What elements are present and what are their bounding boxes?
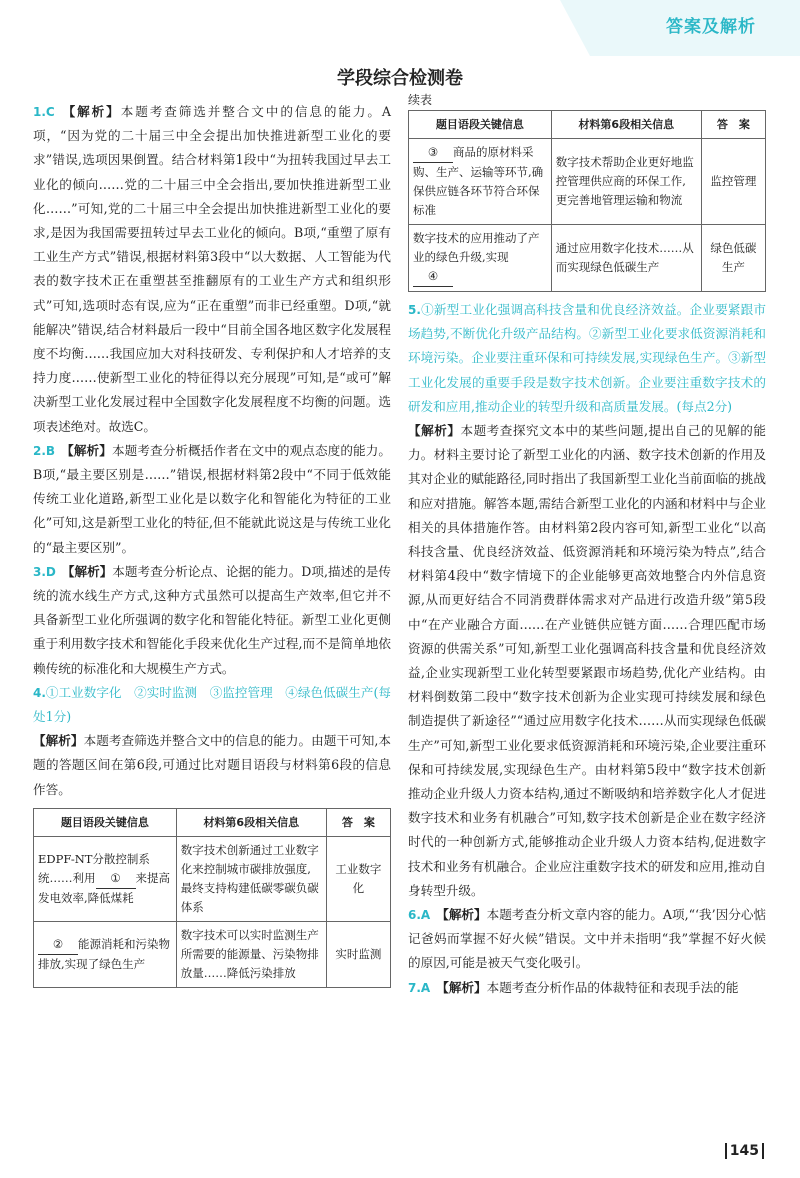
header-label: 答案及解析 <box>666 17 756 37</box>
left-column <box>33 100 391 994</box>
question-5-analysis <box>408 419 766 903</box>
analysis-tag: 【解析】 <box>61 563 113 579</box>
table-header: 答 案 <box>326 808 390 836</box>
analysis-text: 本题考查筛选并整合文中的信息的能力。由题干可知,本题的答题区间在第6段,可通过比对题目语段与材料第6段的信息作答。 <box>33 733 391 797</box>
table-row <box>34 836 391 921</box>
answer-letter: D <box>45 564 56 579</box>
analysis-tag: 【解析】 <box>60 104 121 119</box>
question-number: 7. <box>408 980 421 995</box>
question-number: 2. <box>33 443 46 458</box>
question-number: 6. <box>408 908 421 923</box>
analysis-text: 本题考查分析概括作者在文中的观点态度的能力。B项,“最主要区别是……”错误,根据材料第2段中“不同于低效能传统工业化道路,新型工业化是以数字化和智能化为特征的工业化”可知,这是新型工业化的特征,但不能就此说这是与传统工业化的“最主要区别”。 <box>33 442 392 555</box>
question-3 <box>33 560 391 681</box>
question-6 <box>408 903 766 976</box>
blank-marker: ② <box>38 935 78 955</box>
question-4-answer <box>33 681 391 729</box>
question-7 <box>408 976 766 1000</box>
right-column <box>408 92 766 1000</box>
table-cell-answer: 绿色低碳生产 <box>701 225 765 292</box>
question-1 <box>33 100 391 439</box>
question-number: 5. <box>408 303 421 317</box>
blank-marker: ① <box>96 869 136 889</box>
answer-letter: B <box>45 443 56 458</box>
page-number: 145 <box>725 1143 764 1159</box>
table-cell-material: 数字技术可以实时监测生产所需要的能源量、污染物排放量……降低污染排放 <box>176 921 326 987</box>
analysis-text: 本题考查分析论点、论据的能力。D项,描述的是传统的流水线生产方式,这种方式虽然可以提高生产效率,但它并不具备新型工业化所强调的数字化和智能化特征。新型工业化更侧重于利用数字技术和智能化手段来优化生产过程,而不是简单地依赖传统的标准化和大规模生产方式。 <box>33 563 391 676</box>
question-2 <box>33 439 391 560</box>
analysis-text: 本题考查筛选并整合文中的信息的能力。A项，“因为党的二十届三中全会提出加快推进新型工业化的要求”错误,选项因果倒置。结合材料第1段中“为扭转我国过早去工业化的倾向……党的二十届三中全会指出,要加快推进新型工业化……”可知,党的二十届三中全会提出加快推进新型工业化的要求,是因为我国需要扭转过早去工业化的倾向。B项,“重塑了原有工业生产方式”错误,根据材料第3段中“以大数据、人工智能为代表的数字技术正在重塑甚至推翻原有的工业生产方式和组织形式”可知,选项时态有误,应为“正在重塑”而非已经重塑。D项,“就能解决”错误,结合材料最后一段中“目前全国各地区数字化发展程度不均衡……我国应加大对科技研发、专利保护和人才培养的支持力度……使新型工业化的特征得以充分展现”可知,是“或可”解决新型工业化发展过程中全国数字化发展程度不均衡的问题。选项表述绝对。故选C。 <box>33 104 391 434</box>
table-header: 材料第6段相关信息 <box>551 111 701 139</box>
analysis-tag: 【解析】 <box>61 442 112 458</box>
table-header: 材料第6段相关信息 <box>176 808 326 836</box>
analysis-text: 本题考查分析作品的体裁特征和表现手法的能 <box>486 979 739 995</box>
table-cell-key-info: 数字技术的应用推动了产业的绿色升级,实现④ <box>409 225 552 292</box>
table-cell-key-info: ③ 商品的原材料采购、生产、运输等环节,确保供应链各环节符合环保标准 <box>409 139 552 225</box>
table-cell-key-info: ② 能源消耗和污染物排放,实现了绿色生产 <box>34 921 177 987</box>
answer-letter: C <box>45 105 55 119</box>
answer-table <box>33 808 391 988</box>
table-row <box>409 225 766 292</box>
answer-text: ①工业数字化 ②实时监测 ③监控管理 ④绿色低碳生产(每处1分) <box>33 684 391 725</box>
table-header: 答 案 <box>701 111 765 139</box>
question-4-analysis <box>33 729 391 802</box>
continued-table-label: 续表 <box>408 93 433 107</box>
table-cell-key-info: EDPF-NT分散控制系统……利用 ① 来提高发电效率,降低煤耗 <box>34 836 177 921</box>
table-cell-answer: 监控管理 <box>701 139 765 225</box>
table-cell-material: 数字技术帮助企业更好地监控管理供应商的环保工作,更完善地管理运输和物流 <box>551 139 701 225</box>
analysis-tag: 【解析】 <box>436 979 487 995</box>
header-bar <box>0 0 800 62</box>
analysis-tag: 【解析】 <box>33 733 84 749</box>
question-number: 4. <box>33 685 46 700</box>
analysis-text: 本题考查分析文章内容的能力。A项,“‘我’因分心惦记爸妈而掌握不好火候”错误。文中并未指明“我”掌握不好火候的原因,可能是被天气变化吸引。 <box>408 907 767 971</box>
table-cell-answer: 工业数字化 <box>326 836 390 921</box>
table-header-row <box>409 111 766 139</box>
page-title: 学段综合检测卷 <box>337 68 463 89</box>
table-header: 题目语段关键信息 <box>409 111 552 139</box>
question-number: 3. <box>33 564 46 579</box>
blank-marker: ④ <box>413 267 453 287</box>
table-row <box>34 921 391 987</box>
table-cell-answer: 实时监测 <box>326 921 390 987</box>
blank-marker: ③ <box>413 143 453 163</box>
analysis-tag: 【解析】 <box>408 423 461 439</box>
answer-letter: A <box>420 980 431 995</box>
analysis-tag: 【解析】 <box>436 907 487 923</box>
answer-text: ①新型工业化强调高科技含量和优良经济效益。企业要紧跟市场趋势,不断优化升级产品结构。②新型工业化要求低资源消耗和环境污染。企业要注重环保和可持续发展,实现绿色生产。③新型工业化发展的重要手段是数字技术创新。企业要注重数字技术的研发和应用,推动企业的转型升级和高质量发展。(每点2分) <box>408 302 766 414</box>
analysis-text: 本题考查探究文本中的某些问题,提出自己的见解的能力。材料主要讨论了新型工业化的内涵、数字技术创新的作用及其对企业的赋能路径,同时指出了我国新型工业化当前面临的挑战和应对措施。解答本题,需结合新型工业化的内涵和材料中与企业相关的具体措施作答。由材料第2段内容可知,新型工业化“以高科技含量、优良经济效益、低资源消耗和环境污染为特点”,结合材料第4段中“数字情境下的企业能够更高效地整合内外信息资源,从而更好结合不同消费群体需求对产品进行改造升级”第5段中“在产业融合方面……在产业链供应链方面……合理匹配市场资源的供需关系”可知,新型工业化强调高科技含量和优良经济效益,企业实现新型工业化转型要紧跟市场趋势,优化产业结构。由材料倒数第二段中“数字技术创新为企业实现可持续发展和绿色制造提供了新途径”“通过应用数字化技术……从而实现绿色低碳生产”可知,新型工业化要求低资源消耗和环境污染,企业要注重环保和可持续发展,实现绿色生产。由材料第5段中“数字技术创新推动企业升级人力资本结构,通过不断吸纳和培养数字化人才促进数字技术和业务有机融合”可知,数字技术创新是企业在数字经济时代的一种创新方式,能够推动企业升级人力资本结构,促进数字技术和业务有机融合。企业应注重数字技术的研发和应用,推动自身转型升级。 <box>408 423 766 898</box>
answer-table-continued <box>408 110 766 292</box>
table-row <box>409 139 766 225</box>
answer-letter: A <box>420 908 431 923</box>
table-header: 题目语段关键信息 <box>34 808 177 836</box>
question-number: 1. <box>33 105 46 119</box>
table-cell-material: 数字技术创新通过工业数字化来控制城市碳排放强度,最终支持构建低碳零碳负碳体系 <box>176 836 326 921</box>
table-header-row <box>34 808 391 836</box>
question-5-answer <box>408 298 766 419</box>
table-cell-material: 通过应用数字化技术……从而实现绿色低碳生产 <box>551 225 701 292</box>
